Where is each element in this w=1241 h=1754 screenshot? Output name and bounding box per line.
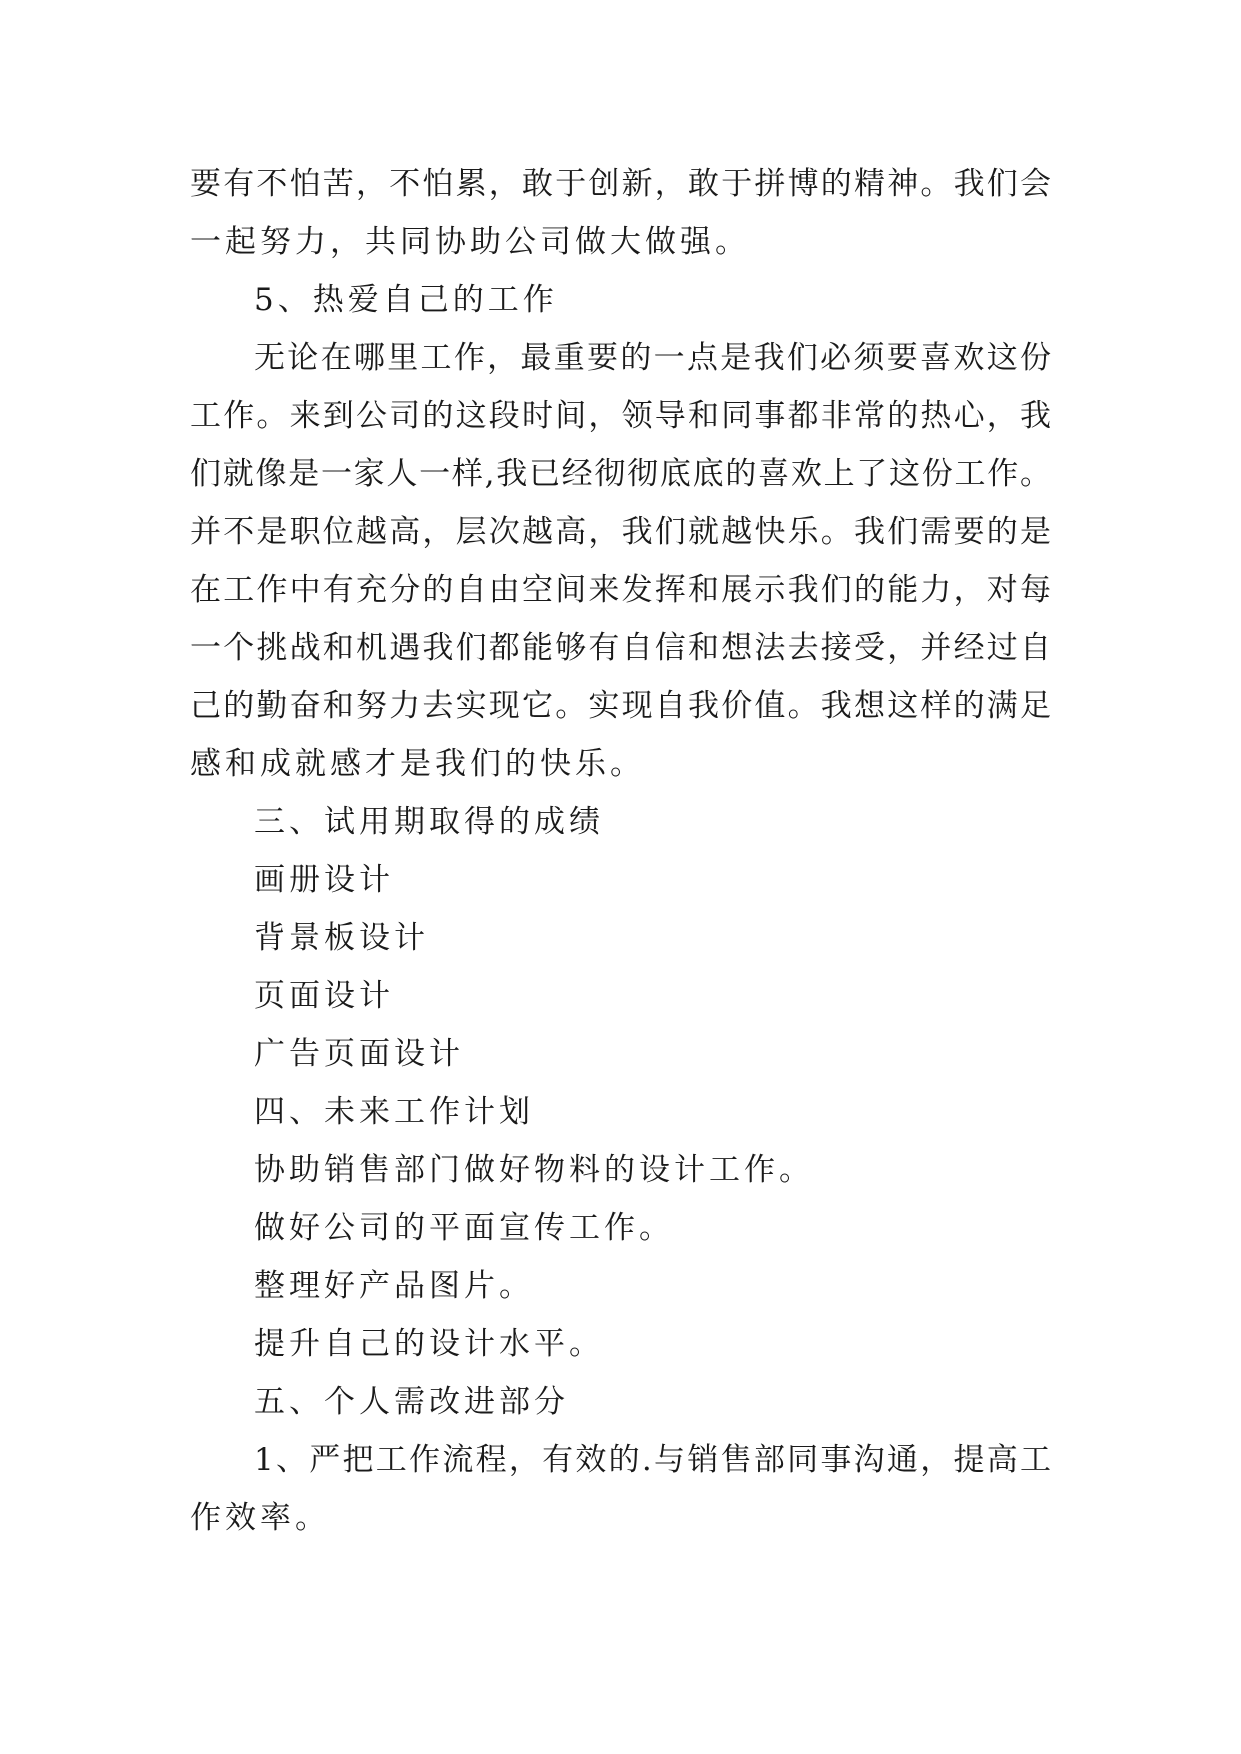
text-line: 们就像是一家人一样,我已经彻彻底底的喜欢上了这份工作。 [190,456,1052,492]
text-line: 己的勤奋和努力去实现它。实现自我价值。我想这样的满足 [190,688,1052,724]
list-item: 整理好产品图片。 [254,1268,534,1304]
text-line: 并不是职位越高，层次越高，我们就越快乐。我们需要的是 [190,514,1052,550]
list-item: 画册设计 [254,862,394,898]
text-line: 一个挑战和机遇我们都能够有自信和想法去接受，并经过自 [190,630,1052,666]
section-heading: 三、试用期取得的成绩 [254,804,604,840]
list-item: 页面设计 [254,978,394,1014]
text-line: 无论在哪里工作，最重要的一点是我们必须要喜欢这份 [254,340,1052,376]
section-heading: 5、热爱自己的工作 [254,282,558,318]
document-body [190,155,1052,1547]
text-line: 感和成就感才是我们的快乐。 [190,746,645,782]
text-line: 1、严把工作流程，有效的.与销售部同事沟通，提高工 [254,1442,1052,1478]
text-line: 要有不怕苦，不怕累，敢于创新，敢于拼博的精神。我们会 [190,166,1052,202]
list-item: 提升自己的设计水平。 [254,1326,604,1362]
section-heading: 五、个人需改进部分 [254,1384,569,1420]
text-line: 在工作中有充分的自由空间来发挥和展示我们的能力，对每 [190,572,1052,608]
text-line: 作效率。 [190,1500,330,1536]
text-line: 一起努力，共同协助公司做大做强。 [190,224,750,260]
list-item: 背景板设计 [254,920,429,956]
list-item: 协助销售部门做好物料的设计工作。 [254,1152,814,1188]
section-heading: 四、未来工作计划 [254,1094,534,1130]
list-item: 做好公司的平面宣传工作。 [254,1210,674,1246]
text-line: 工作。来到公司的这段时间，领导和同事都非常的热心，我 [190,398,1052,434]
list-item: 广告页面设计 [254,1036,464,1072]
